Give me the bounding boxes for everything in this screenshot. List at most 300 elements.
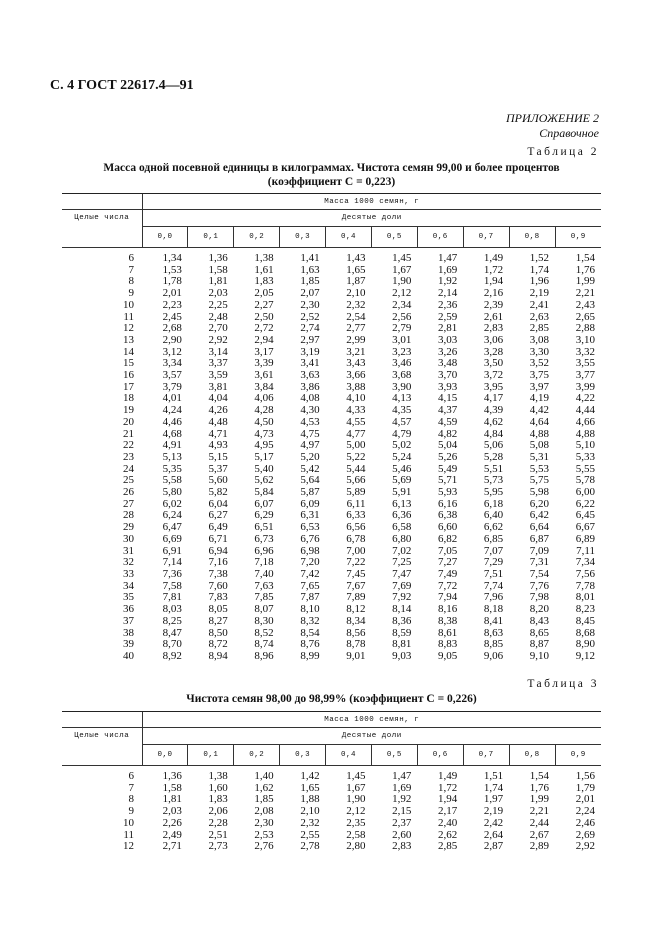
value-cell: 4,06 [254, 392, 274, 405]
value-cell: 3,17 [254, 345, 274, 358]
value-cell: 3,06 [483, 333, 504, 346]
value-cell: 2,97 [300, 333, 320, 346]
value-cell: 3,88 [346, 380, 366, 393]
appendix-subtitle: Справочное [539, 126, 599, 140]
value-cell: 6,85 [483, 532, 504, 545]
row-number-cell: 6 [128, 770, 134, 782]
value-cell: 4,75 [300, 427, 320, 440]
value-cell: 3,66 [346, 369, 366, 382]
row-number-cell: 12 [123, 840, 134, 853]
value-cell: 3,48 [437, 357, 458, 370]
table2-rowhead-top [62, 194, 142, 210]
value-cell: 8,68 [575, 626, 595, 639]
value-cell: 6,71 [208, 532, 228, 545]
value-cell: 7,67 [346, 579, 366, 592]
value-cell: 5,55 [575, 462, 595, 475]
value-cell: 8,70 [162, 638, 182, 651]
value-cell: 7,40 [254, 567, 274, 580]
value-cell: 6,49 [208, 521, 228, 534]
value-cell: 7,58 [162, 579, 182, 592]
value-cell: 4,46 [162, 415, 182, 428]
table-row [62, 452, 601, 464]
value-cell: 1,65 [346, 263, 366, 276]
value-cell: 2,72 [254, 322, 274, 335]
value-cell: 5,78 [575, 474, 595, 487]
row-number-cell: 39 [123, 638, 134, 651]
value-cell: 2,59 [437, 310, 458, 323]
value-cell: 2,42 [483, 816, 504, 829]
value-cell: 4,91 [162, 439, 182, 452]
value-cell: 6,20 [529, 497, 550, 510]
value-cell: 8,76 [300, 638, 320, 651]
value-cell: 5,73 [483, 474, 504, 487]
value-cell: 3,52 [529, 357, 550, 370]
value-cell: 8,05 [208, 603, 228, 616]
table2-title-line1: Масса одной посевной единицы в килограммах. Чистота семян 99,00 и более процентов [103, 162, 560, 174]
row-number-cell: 7 [128, 263, 134, 276]
row-number-cell: 28 [123, 509, 134, 522]
value-cell: 1,72 [437, 781, 458, 794]
value-cell: 1,34 [162, 252, 182, 264]
row-number-cell: 31 [123, 544, 134, 557]
value-cell: 1,74 [529, 263, 550, 276]
value-cell: 5,20 [300, 450, 320, 463]
value-cell: 8,45 [575, 614, 595, 627]
value-cell: 2,35 [346, 816, 366, 829]
value-cell: 2,56 [392, 310, 412, 323]
value-cell: 1,36 [162, 770, 182, 782]
table2-col-header: 0,9 [555, 227, 601, 248]
value-cell: 6,58 [392, 521, 412, 534]
value-cell: 8,32 [300, 614, 320, 627]
value-cell: 6,07 [254, 497, 274, 510]
value-cell: 3,81 [208, 380, 228, 393]
value-cell: 5,53 [529, 462, 550, 475]
value-cell: 1,45 [346, 770, 366, 782]
value-cell: 3,41 [300, 357, 320, 370]
value-cell: 6,78 [346, 532, 366, 545]
value-cell: 2,63 [529, 310, 550, 323]
row-number-cell: 11 [123, 310, 134, 323]
table2-title-line2: (коэффициент C = 0,223) [267, 176, 396, 188]
value-cell: 3,19 [300, 345, 320, 358]
value-cell: 8,12 [346, 603, 366, 616]
value-cell: 1,49 [437, 770, 458, 782]
value-cell: 1,51 [483, 770, 504, 782]
value-cell: 2,21 [529, 805, 550, 818]
value-cell: 1,67 [346, 781, 366, 794]
value-cell: 4,50 [254, 415, 274, 428]
value-cell: 2,27 [254, 298, 274, 311]
value-cell: 8,94 [208, 649, 228, 662]
value-cell: 4,77 [346, 427, 366, 440]
value-cell: 4,04 [208, 392, 228, 405]
value-cell: 3,14 [208, 345, 228, 358]
value-cell: 2,21 [575, 287, 595, 300]
value-cell: 2,80 [346, 840, 366, 853]
value-cell: 8,03 [162, 603, 182, 616]
value-cell: 6,51 [254, 521, 274, 534]
table-row [62, 312, 601, 324]
value-cell: 6,56 [346, 521, 366, 534]
value-cell: 7,02 [392, 544, 412, 557]
value-cell: 2,32 [300, 816, 320, 829]
value-cell: 5,24 [392, 450, 412, 463]
value-cell: 1,52 [529, 252, 550, 264]
table2-col-header: 0,4 [326, 227, 372, 248]
value-cell: 7,16 [208, 556, 228, 569]
value-cell: 6,31 [300, 509, 320, 522]
value-cell: 2,81 [437, 322, 458, 335]
value-cell: 8,01 [575, 591, 595, 604]
value-cell: 4,93 [208, 439, 228, 452]
value-cell: 1,38 [254, 252, 274, 264]
value-cell: 5,66 [346, 474, 366, 487]
value-cell: 2,60 [392, 828, 412, 841]
value-cell: 6,60 [437, 521, 458, 534]
value-cell: 7,98 [529, 591, 550, 604]
value-cell: 7,38 [208, 567, 228, 580]
value-cell: 7,18 [254, 556, 274, 569]
value-cell: 2,05 [254, 287, 274, 300]
value-cell: 5,98 [529, 486, 550, 499]
value-cell: 1,88 [300, 793, 320, 806]
value-cell: 6,64 [529, 521, 550, 534]
value-cell: 2,16 [483, 287, 504, 300]
value-cell: 3,90 [392, 380, 412, 393]
row-number-cell: 33 [123, 567, 134, 580]
value-cell: 7,27 [437, 556, 458, 569]
value-cell: 6,76 [300, 532, 320, 545]
row-number-cell: 34 [123, 579, 134, 592]
value-cell: 1,74 [483, 781, 504, 794]
value-cell: 3,79 [162, 380, 182, 393]
value-cell: 1,85 [300, 275, 320, 288]
value-cell: 2,06 [208, 805, 228, 818]
table-row [62, 651, 601, 663]
table-row [62, 335, 601, 347]
value-cell: 3,55 [575, 357, 595, 370]
value-cell: 1,87 [346, 275, 366, 288]
value-cell: 6,36 [392, 509, 412, 522]
value-cell: 2,92 [208, 333, 228, 346]
value-cell: 6,38 [437, 509, 458, 522]
value-cell: 2,49 [162, 828, 182, 841]
value-cell: 7,89 [346, 591, 366, 604]
value-cell: 5,49 [437, 462, 458, 475]
value-cell: 8,83 [437, 638, 458, 651]
value-cell: 6,53 [300, 521, 320, 534]
table3-col-header: 0,1 [188, 745, 234, 766]
value-cell: 2,45 [162, 310, 182, 323]
value-cell: 7,76 [529, 579, 550, 592]
table-row [62, 382, 601, 394]
value-cell: 3,57 [162, 369, 182, 382]
value-cell: 9,06 [483, 649, 504, 662]
row-number-cell: 21 [123, 427, 134, 440]
value-cell: 4,66 [575, 415, 595, 428]
value-cell: 4,26 [208, 404, 228, 417]
value-cell: 5,13 [162, 450, 182, 463]
value-cell: 5,69 [392, 474, 412, 487]
table-row [62, 417, 601, 429]
row-number-cell: 13 [123, 333, 134, 346]
value-cell: 6,47 [162, 521, 182, 534]
value-cell: 1,54 [575, 252, 595, 264]
value-cell: 7,78 [575, 579, 595, 592]
table2-subgroup: Десятые доли [142, 210, 601, 227]
value-cell: 7,60 [208, 579, 228, 592]
value-cell: 1,43 [346, 252, 366, 264]
value-cell: 7,29 [483, 556, 504, 569]
value-cell: 7,94 [437, 591, 458, 604]
value-cell: 1,94 [483, 275, 504, 288]
table-row [62, 358, 601, 370]
value-cell: 2,92 [575, 840, 595, 853]
value-cell: 1,69 [392, 781, 412, 794]
value-cell: 4,68 [162, 427, 182, 440]
table-row [62, 405, 601, 417]
row-number-cell: 8 [128, 793, 134, 806]
value-cell: 4,71 [208, 427, 228, 440]
value-cell: 4,22 [575, 392, 595, 405]
row-number-cell: 14 [123, 345, 134, 358]
row-number-cell: 40 [123, 649, 134, 662]
value-cell: 7,54 [529, 567, 550, 580]
value-cell: 5,89 [346, 486, 366, 499]
value-cell: 8,23 [575, 603, 595, 616]
value-cell: 3,84 [254, 380, 274, 393]
value-cell: 2,03 [162, 805, 182, 818]
table-row [62, 604, 601, 616]
value-cell: 3,43 [346, 357, 366, 370]
value-cell: 7,07 [483, 544, 504, 557]
value-cell: 6,98 [300, 544, 320, 557]
value-cell: 9,10 [529, 649, 550, 662]
value-cell: 3,68 [392, 369, 412, 382]
value-cell: 5,15 [208, 450, 228, 463]
row-number-cell: 10 [123, 816, 134, 829]
value-cell: 6,09 [300, 497, 320, 510]
value-cell: 5,02 [392, 439, 412, 452]
table2-col-header: 0,7 [463, 227, 509, 248]
value-cell: 3,61 [254, 369, 274, 382]
row-number-cell: 30 [123, 532, 134, 545]
value-cell: 8,14 [392, 603, 412, 616]
row-number-cell: 16 [123, 369, 134, 382]
value-cell: 7,22 [346, 556, 366, 569]
table-row [62, 557, 601, 569]
value-cell: 5,35 [162, 462, 182, 475]
value-cell: 2,94 [254, 333, 274, 346]
value-cell: 4,88 [575, 427, 595, 440]
value-cell: 1,92 [392, 793, 412, 806]
value-cell: 2,55 [300, 828, 320, 841]
table3-col-header: 0,6 [417, 745, 463, 766]
value-cell: 2,62 [437, 828, 458, 841]
value-cell: 3,93 [437, 380, 458, 393]
value-cell: 7,05 [437, 544, 458, 557]
value-cell: 4,01 [162, 392, 182, 405]
value-cell: 7,42 [300, 567, 320, 580]
value-cell: 6,45 [575, 509, 595, 522]
value-cell: 5,31 [529, 450, 550, 463]
row-number-cell: 32 [123, 556, 134, 569]
value-cell: 2,71 [162, 840, 182, 853]
table3-col-header: 0,7 [463, 745, 509, 766]
value-cell: 8,50 [208, 626, 228, 639]
value-cell: 2,34 [392, 298, 412, 311]
table-row [62, 393, 601, 405]
table2-col-header: 0,2 [234, 227, 280, 248]
value-cell: 2,26 [162, 816, 182, 829]
value-cell: 1,58 [162, 781, 182, 794]
table2-title [62, 161, 601, 189]
table-row [62, 639, 601, 651]
value-cell: 2,07 [300, 287, 320, 300]
value-cell: 5,33 [575, 450, 595, 463]
table2-label: Таблица 2 [527, 146, 599, 158]
table3-col-header: 0,2 [234, 745, 280, 766]
value-cell: 4,62 [483, 415, 504, 428]
value-cell: 3,28 [483, 345, 504, 358]
value-cell: 6,00 [575, 486, 595, 499]
value-cell: 3,97 [529, 380, 550, 393]
value-cell: 5,28 [483, 450, 504, 463]
value-cell: 7,92 [392, 591, 412, 604]
value-cell: 1,45 [392, 252, 412, 264]
value-cell: 4,64 [529, 415, 550, 428]
value-cell: 5,87 [300, 486, 320, 499]
value-cell: 1,97 [483, 793, 504, 806]
value-cell: 1,76 [529, 781, 550, 794]
value-cell: 5,60 [208, 474, 228, 487]
value-cell: 7,87 [300, 591, 320, 604]
value-cell: 4,53 [300, 415, 320, 428]
table-row [62, 522, 601, 534]
value-cell: 3,10 [575, 333, 595, 346]
table2-row-head: Целые числа [62, 210, 142, 248]
value-cell: 6,40 [483, 509, 504, 522]
value-cell: 6,69 [162, 532, 182, 545]
value-cell: 7,34 [575, 556, 595, 569]
value-cell: 4,57 [392, 415, 412, 428]
row-number-cell: 23 [123, 450, 134, 463]
row-number-cell: 18 [123, 392, 134, 405]
value-cell: 3,30 [529, 345, 550, 358]
table2-col-header: 0,3 [280, 227, 326, 248]
table-row [62, 592, 601, 604]
value-cell: 2,36 [437, 298, 458, 311]
value-cell: 7,72 [437, 579, 458, 592]
value-cell: 6,27 [208, 509, 228, 522]
value-cell: 3,34 [162, 357, 182, 370]
value-cell: 8,07 [254, 603, 274, 616]
value-cell: 6,16 [437, 497, 458, 510]
value-cell: 3,46 [392, 357, 412, 370]
value-cell: 4,33 [346, 404, 366, 417]
value-cell: 2,14 [437, 287, 458, 300]
value-cell: 1,81 [162, 793, 182, 806]
value-cell: 5,04 [437, 439, 458, 452]
row-number-cell: 19 [123, 404, 134, 417]
value-cell: 5,10 [575, 439, 595, 452]
value-cell: 8,74 [254, 638, 274, 651]
table-row [62, 300, 601, 312]
value-cell: 8,65 [529, 626, 550, 639]
value-cell: 7,00 [346, 544, 366, 557]
value-cell: 8,34 [346, 614, 366, 627]
value-cell: 8,10 [300, 603, 320, 616]
value-cell: 6,13 [392, 497, 412, 510]
value-cell: 6,91 [162, 544, 182, 557]
value-cell: 1,62 [254, 781, 274, 794]
value-cell: 2,44 [529, 816, 550, 829]
value-cell: 1,41 [300, 252, 320, 264]
table-row [62, 628, 601, 640]
value-cell: 5,93 [437, 486, 458, 499]
value-cell: 2,99 [346, 333, 366, 346]
table-row [62, 429, 601, 441]
value-cell: 4,13 [392, 392, 412, 405]
value-cell: 3,21 [346, 345, 366, 358]
value-cell: 2,17 [437, 805, 458, 818]
value-cell: 4,35 [392, 404, 412, 417]
value-cell: 3,77 [575, 369, 595, 382]
table2-col-header: 0,8 [509, 227, 555, 248]
value-cell: 3,75 [529, 369, 550, 382]
value-cell: 1,60 [208, 781, 228, 794]
value-cell: 7,51 [483, 567, 504, 580]
value-cell: 7,11 [576, 544, 595, 557]
value-cell: 6,87 [529, 532, 550, 545]
value-cell: 8,18 [483, 603, 504, 616]
value-cell: 1,61 [254, 263, 274, 276]
value-cell: 5,82 [208, 486, 228, 499]
value-cell: 6,04 [208, 497, 228, 510]
value-cell: 1,90 [346, 793, 366, 806]
table-row [62, 794, 601, 806]
table-row [62, 475, 601, 487]
row-number-cell: 24 [123, 462, 134, 475]
row-number-cell: 11 [123, 828, 134, 841]
value-cell: 9,05 [437, 649, 458, 662]
table3-row-head: Целые числа [62, 728, 142, 766]
value-cell: 4,59 [437, 415, 458, 428]
value-cell: 6,42 [529, 509, 550, 522]
value-cell: 8,87 [529, 638, 550, 651]
value-cell: 4,84 [483, 427, 504, 440]
page-header: С. 4 ГОСТ 22617.4—91 [50, 78, 194, 93]
value-cell: 6,29 [254, 509, 274, 522]
value-cell: 1,69 [437, 263, 458, 276]
value-cell: 2,64 [483, 828, 504, 841]
table-row [62, 323, 601, 335]
value-cell: 7,63 [254, 579, 274, 592]
value-cell: 4,97 [300, 439, 320, 452]
value-cell: 9,03 [392, 649, 412, 662]
table3-col-header: 0,9 [555, 745, 601, 766]
row-number-cell: 25 [123, 474, 134, 487]
value-cell: 7,69 [392, 579, 412, 592]
table3-label: Таблица 3 [527, 678, 599, 690]
value-cell: 2,90 [162, 333, 182, 346]
value-cell: 4,73 [254, 427, 274, 440]
value-cell: 3,37 [208, 357, 228, 370]
value-cell: 2,01 [162, 287, 182, 300]
value-cell: 3,86 [300, 380, 320, 393]
table-row [62, 616, 601, 628]
